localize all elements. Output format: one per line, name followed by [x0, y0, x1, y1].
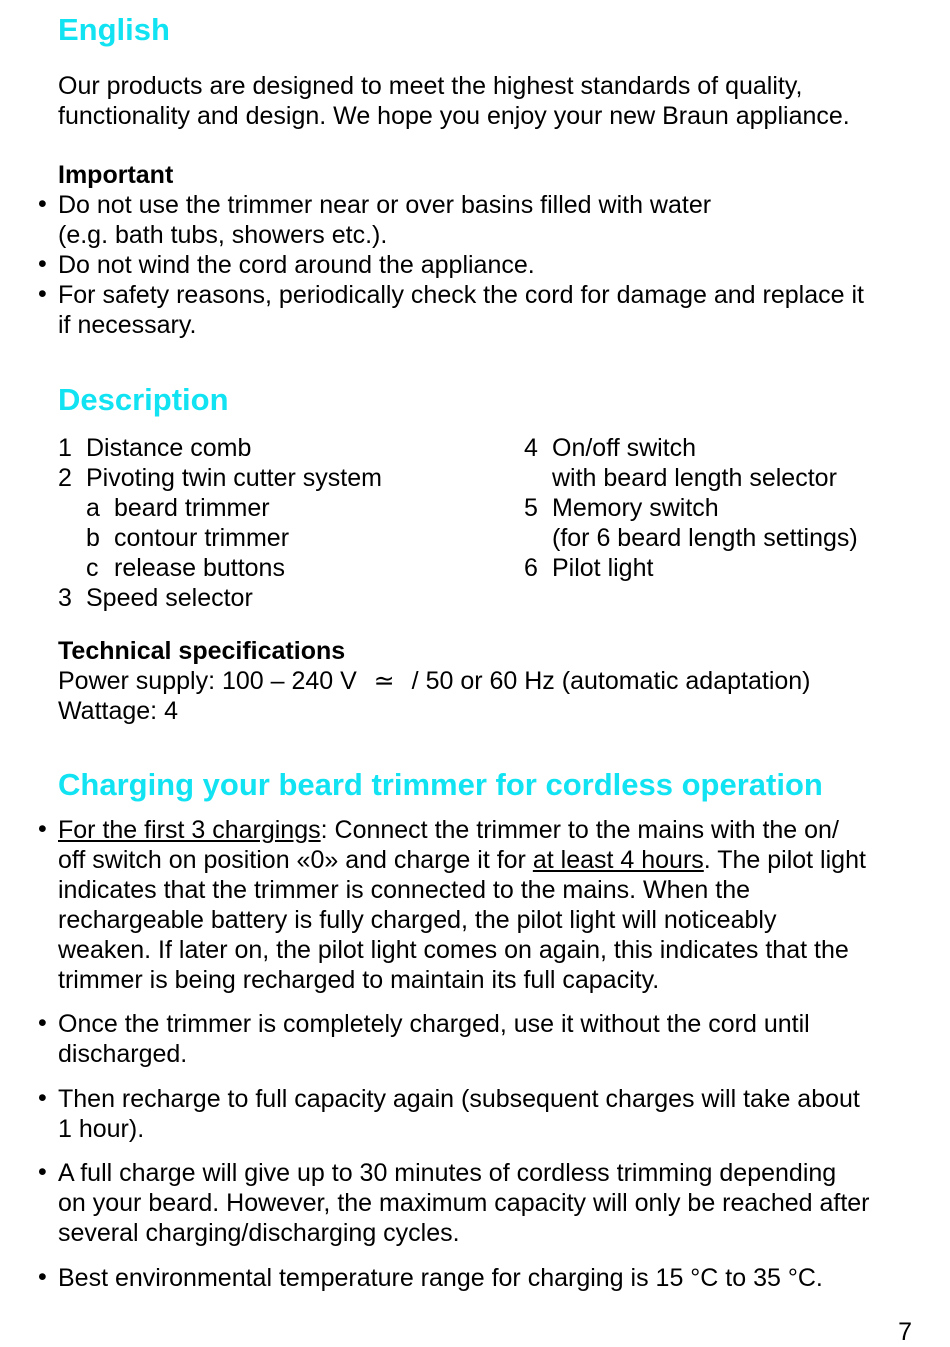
bullet-dot: • — [38, 250, 47, 278]
bullet-text: if necessary. — [58, 311, 197, 339]
bullet-text: 1 hour). — [58, 1115, 145, 1143]
list-item — [524, 463, 858, 493]
bullet-text: For safety reasons, periodically check the cord for damage and replace it — [58, 281, 864, 309]
bullet-text: (e.g. bath tubs, showers etc.). — [58, 221, 388, 249]
list-item — [524, 433, 858, 463]
heading-charging: Charging your beard trimmer for cordless operation — [58, 767, 823, 802]
item-text: release buttons — [114, 554, 285, 582]
item-number: 2 — [58, 464, 72, 492]
item-letter: a — [86, 494, 100, 522]
list-item — [58, 553, 382, 583]
bullet-text: Do not wind the cord around the appliance. — [58, 251, 535, 279]
item-number: 4 — [524, 434, 538, 462]
heading-english: English — [58, 12, 170, 47]
list-item — [58, 583, 382, 613]
item-text: contour trimmer — [114, 524, 290, 552]
item-number: 6 — [524, 554, 538, 582]
list-item — [524, 523, 858, 553]
power-suffix: / 50 or 60 Hz (automatic adaptation) — [411, 667, 811, 695]
bullet-dot: • — [38, 1263, 47, 1291]
item-text: Memory switch — [552, 494, 719, 522]
bullet-text — [58, 815, 866, 845]
underlined-text: at least 4 hours — [532, 846, 704, 874]
item-text: with beard length selector — [552, 464, 837, 492]
text-run: off switch on position «0» and charge it for — [58, 846, 533, 874]
description-list-left — [58, 433, 382, 613]
item-text: Speed selector — [86, 584, 253, 612]
item-text: (for 6 beard length settings) — [552, 524, 858, 552]
important-label: Important — [58, 161, 174, 189]
item-number: 3 — [58, 584, 72, 612]
bullet-text: several charging/discharging cycles. — [58, 1219, 460, 1247]
ac-dc-symbol: ≃ — [373, 667, 395, 695]
wattage: Wattage: 4 — [58, 697, 178, 725]
intro-paragraph — [58, 71, 850, 131]
item-letter: b — [86, 524, 100, 552]
bullet-text: Once the trimmer is completely charged, use it without the cord until — [58, 1010, 810, 1038]
bullet-dot: • — [38, 1009, 47, 1037]
power-supply — [58, 666, 811, 696]
bullet-text: rechargeable battery is fully charged, the pilot light will noticeably — [58, 906, 777, 934]
bullet-text: A full charge will give up to 30 minutes of cordless trimming depending — [58, 1159, 837, 1187]
intro-line: functionality and design. We hope you enjoy your new Braun appliance. — [58, 102, 850, 130]
bullet-text: Do not use the trimmer near or over basins filled with water — [58, 191, 712, 219]
text-run: : Connect the trimmer to the mains with the on/ — [320, 816, 839, 844]
item-text: Distance comb — [86, 434, 252, 462]
list-item — [524, 553, 858, 583]
bullet-text: weaken. If later on, the pilot light comes on again, this indicates that the — [58, 936, 849, 964]
heading-description: Description — [58, 382, 229, 417]
list-item — [58, 463, 382, 493]
bullet-dot: • — [38, 280, 47, 308]
underlined-text: For the first 3 chargings — [58, 816, 321, 844]
item-letter: c — [86, 554, 99, 582]
text-run: . The pilot light — [703, 846, 866, 874]
bullet-dot: • — [38, 815, 47, 843]
list-item — [524, 493, 858, 523]
item-number: 5 — [524, 494, 538, 522]
list-item — [58, 433, 382, 463]
bullet-text — [58, 845, 866, 875]
tech-specs-label: Technical specifications — [58, 637, 346, 665]
item-text: On/off switch — [552, 434, 697, 462]
bullet-text: on your beard. However, the maximum capacity will only be reached after — [58, 1189, 870, 1217]
bullet-dot: • — [38, 190, 47, 218]
item-number: 1 — [58, 434, 72, 462]
page-number: 7 — [898, 1318, 912, 1346]
bullet-text: Then recharge to full capacity again (subsequent charges will take about — [58, 1085, 860, 1113]
power-prefix: Power supply: 100 – 240 V — [58, 667, 357, 695]
item-text: Pivoting twin cutter system — [86, 464, 382, 492]
bullet-text: Best environmental temperature range for charging is 15 °C to 35 °C. — [58, 1264, 823, 1292]
bullet-dot: • — [38, 1158, 47, 1186]
bullet-text: discharged. — [58, 1040, 188, 1068]
bullet-text: indicates that the trimmer is connected to the mains. When the — [58, 876, 751, 904]
list-item — [58, 493, 382, 523]
item-text: Pilot light — [552, 554, 654, 582]
item-text: beard trimmer — [114, 494, 270, 522]
description-list-right — [524, 433, 858, 583]
bullet-dot: • — [38, 1084, 47, 1112]
list-item — [58, 523, 382, 553]
intro-line: Our products are designed to meet the highest standards of quality, — [58, 72, 803, 100]
bullet-text: trimmer is being recharged to maintain its full capacity. — [58, 966, 660, 994]
